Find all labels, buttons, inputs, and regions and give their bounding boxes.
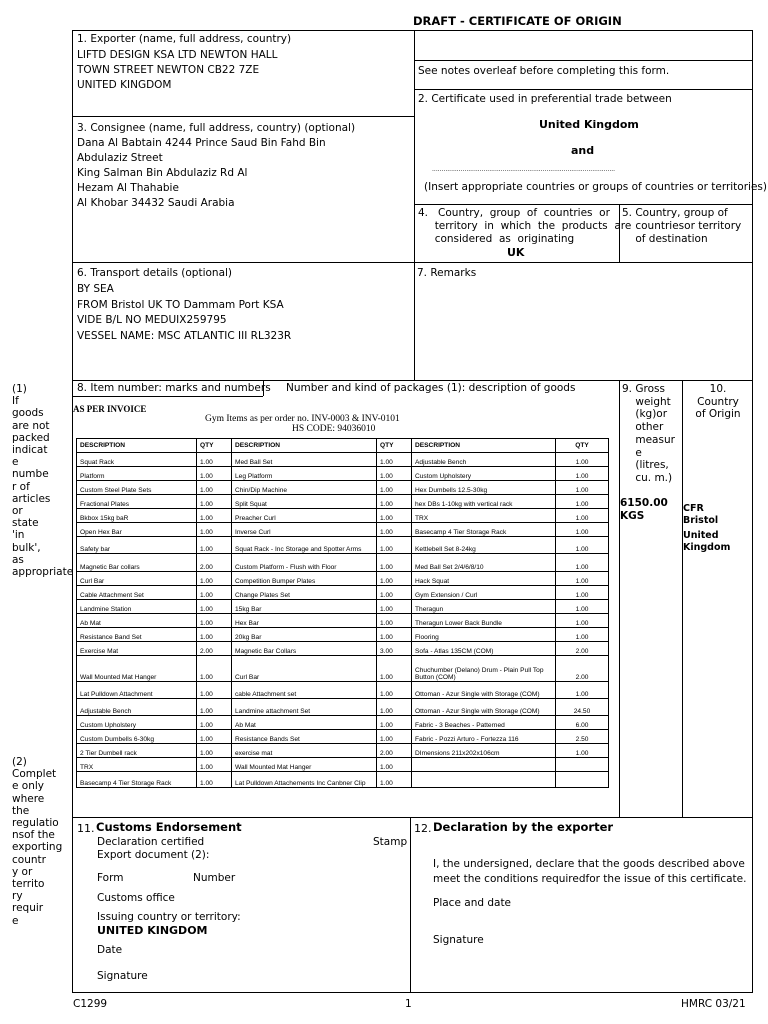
qty-cell: 1.00 (377, 572, 412, 586)
transport-details: BY SEA FROM Bristol UK TO Dammam Port KSA VIDE B/L NO MEDUIX259795 VESSEL NAME: MSC ATLANTIC III RL323R (77, 283, 292, 342)
qty-cell: 1.00 (377, 682, 412, 699)
description-cell: Chin/Dip Machine (232, 481, 377, 495)
description-cell: Platform (77, 467, 197, 481)
description-cell: Curl Bar (232, 656, 377, 682)
description-cell: Wall Mounted Mat Hanger (232, 758, 377, 772)
origin-country-value: UK (507, 246, 525, 259)
box11-number: 11. (77, 822, 95, 835)
col-header-description: DESCRIPTION (412, 439, 556, 453)
preferential-trade-label: 2. Certificate used in preferential trade between (418, 93, 672, 105)
description-cell: Bkbox 15kg baR (77, 509, 197, 523)
description-cell: Squat Rack (77, 453, 197, 467)
description-cell: Resistance Bands Set (232, 730, 377, 744)
description-cell: Custom Platform - Flush with Floor (232, 554, 377, 572)
qty-cell: 1.00 (197, 716, 232, 730)
issuing-country-value: UNITED KINGDOM (97, 924, 208, 937)
description-cell: Basecamp 4 Tier Storage Rack (77, 772, 197, 788)
col-header-qty: QTY (377, 439, 412, 453)
table-row (77, 600, 609, 614)
table-row (77, 758, 609, 772)
qty-cell: 1.00 (556, 586, 609, 600)
qty-cell: 1.00 (197, 600, 232, 614)
description-cell: Safety bar (77, 537, 197, 554)
qty-cell: 1.00 (197, 614, 232, 628)
form-code: C1299 (73, 998, 108, 1010)
table-row (77, 523, 609, 537)
table-row (77, 682, 609, 699)
page-title: DRAFT - CERTIFICATE OF ORIGIN (413, 14, 622, 28)
qty-cell: 1.00 (377, 586, 412, 600)
table-row (77, 572, 609, 586)
qty-cell: 2.00 (197, 642, 232, 656)
col-header-qty: QTY (556, 439, 609, 453)
form-label: Form (97, 872, 124, 884)
description-cell: Change Plates Set (232, 586, 377, 600)
qty-cell: 1.00 (556, 467, 609, 481)
description-cell: Lat Pulldown Attachment (77, 682, 197, 699)
qty-cell: 1.00 (197, 481, 232, 495)
qty-cell: 1.00 (556, 628, 609, 642)
qty-cell: 3.00 (377, 642, 412, 656)
qty-cell: 1.00 (556, 495, 609, 509)
qty-cell: 1.00 (556, 453, 609, 467)
table-row (77, 614, 609, 628)
table-row (77, 495, 609, 509)
qty-cell: 2.00 (556, 642, 609, 656)
trade-dots: ................................................................................................ (432, 166, 616, 173)
item-number-label: 8. Item number: marks and numbers (77, 382, 271, 394)
description-cell: Med Ball Set 2/4/6/8/10 (412, 554, 556, 572)
qty-cell: 1.00 (556, 523, 609, 537)
table-row (77, 467, 609, 481)
packages-label: Number and kind of packages (1): description of goods (286, 382, 576, 394)
cfr-bristol: CFR Bristol (683, 503, 719, 526)
table-row (77, 772, 609, 788)
qty-cell: 1.00 (377, 554, 412, 572)
qty-cell (556, 758, 609, 772)
table-row (77, 628, 609, 642)
stamp-label: Stamp (373, 836, 408, 848)
number-label: Number (193, 872, 236, 884)
origin-country-uk: United Kingdom (683, 530, 731, 553)
qty-cell: 1.00 (377, 600, 412, 614)
hmrc-version: HMRC 03/21 (681, 998, 746, 1010)
description-cell: TRX (77, 758, 197, 772)
description-cell: Theragun Lower Back Bundle (412, 614, 556, 628)
table-row (77, 453, 609, 467)
declaration-certified: Declaration certified (97, 836, 205, 848)
customs-office-label: Customs office (97, 892, 175, 904)
divider (414, 30, 415, 380)
qty-cell: 1.00 (377, 730, 412, 744)
qty-cell: 2.00 (377, 744, 412, 758)
description-cell: 2 Tier Dumbell rack (77, 744, 197, 758)
description-cell: Fabric - 3 Beaches - Patterned (412, 716, 556, 730)
description-cell: Basecamp 4 Tier Storage Rack (412, 523, 556, 537)
gross-weight-value: 6150.00 KGS (620, 497, 668, 522)
description-cell: Magnetic Bar Collars (232, 642, 377, 656)
description-cell: exercise mat (232, 744, 377, 758)
qty-cell: 1.00 (197, 628, 232, 642)
customs-signature-label: Signature (97, 970, 148, 982)
description-cell: Landmine Station (77, 600, 197, 614)
description-cell: Landmine attachment Set (232, 699, 377, 716)
description-cell: Curl Bar (77, 572, 197, 586)
exporter-address: LIFTD DESIGN KSA LTD NEWTON HALL TOWN STREET NEWTON CB22 7ZE UNITED KINGDOM (77, 49, 278, 91)
description-cell: 15kg Bar (232, 600, 377, 614)
declaration-exporter-title: Declaration by the exporter (433, 820, 614, 834)
destination-label: 5. Country, group of countriesor territory of destination (622, 207, 742, 245)
hs-code: HS CODE: 94036010 (292, 424, 376, 434)
qty-cell: 1.00 (197, 586, 232, 600)
qty-cell: 1.00 (556, 614, 609, 628)
exporter-signature-label: Signature (433, 934, 484, 946)
qty-cell: 1.00 (197, 730, 232, 744)
description-cell: Fabric - Pozzi Arturo - Fortezza 116 (412, 730, 556, 744)
divider (619, 380, 620, 817)
qty-cell: 1.00 (197, 495, 232, 509)
description-cell (412, 758, 556, 772)
qty-cell: 2.00 (197, 554, 232, 572)
qty-cell: 1.00 (377, 509, 412, 523)
qty-cell: 1.00 (556, 537, 609, 554)
divider (414, 60, 753, 61)
qty-cell: 1.00 (197, 772, 232, 788)
divider (72, 116, 414, 117)
qty-cell: 1.00 (197, 467, 232, 481)
qty-cell: 1.00 (377, 495, 412, 509)
qty-cell: 1.00 (377, 481, 412, 495)
description-cell: TRX (412, 509, 556, 523)
place-and-date-label: Place and date (433, 897, 512, 909)
description-cell: cable Attachment set (232, 682, 377, 699)
description-cell: Fractional Plates (77, 495, 197, 509)
exporter-label: 1. Exporter (name, full address, country) (77, 33, 292, 45)
transport-label: 6. Transport details (optional) (77, 267, 233, 279)
remarks-label: 7. Remarks (417, 267, 477, 279)
description-cell: Kettlebell Set 8-24kg (412, 537, 556, 554)
trade-and: and (571, 144, 595, 157)
description-cell: Hex Bar (232, 614, 377, 628)
description-cell: Wall Mounted Mat Hanger (77, 656, 197, 682)
trade-insert-note: (Insert appropriate countries or groups of countries or territories) (424, 181, 767, 193)
table-row (77, 716, 609, 730)
description-cell: Split Squat (232, 495, 377, 509)
description-cell: Flooring (412, 628, 556, 642)
table-row (77, 699, 609, 716)
description-cell: Theragun (412, 600, 556, 614)
qty-cell (556, 772, 609, 788)
date-label: Date (97, 944, 123, 956)
box12-number: 12. (414, 822, 432, 835)
divider (414, 204, 753, 205)
qty-cell: 1.00 (197, 656, 232, 682)
consignee-address: Dana Al Babtain 4244 Prince Saud Bin Fahd Bin Abdulaziz Street King Salman Bin Abdulaziz Rd Al Hezam Al Thahabie Al Khobar 34432 Saudi Arabia (77, 137, 326, 209)
page-number: 1 (405, 998, 412, 1010)
qty-cell: 6.00 (556, 716, 609, 730)
qty-cell: 1.00 (377, 453, 412, 467)
goods-table-body (77, 453, 609, 788)
qty-cell: 1.00 (197, 523, 232, 537)
description-cell: hex DBs 1-10kg with vertical rack (412, 495, 556, 509)
description-cell: Preacher Curl (232, 509, 377, 523)
qty-cell: 24.50 (556, 699, 609, 716)
table-row (77, 586, 609, 600)
description-cell: Resistance Band Set (77, 628, 197, 642)
description-cell (412, 772, 556, 788)
qty-cell: 1.00 (556, 481, 609, 495)
qty-cell: 1.00 (556, 509, 609, 523)
qty-cell: 1.00 (377, 467, 412, 481)
divider (72, 380, 753, 381)
description-cell: Inverse Curl (232, 523, 377, 537)
description-cell: Hex Dumbells 12.5-30kg (412, 481, 556, 495)
description-cell: Chuchumber (Delano) Drum - Plain Pull Top Button (COM) (412, 656, 556, 682)
as-per-invoice: AS PER INVOICE (73, 404, 147, 414)
description-cell: Sofa - Atlas 135CM (COM) (412, 642, 556, 656)
description-cell: Custom Steel Plate Sets (77, 481, 197, 495)
qty-cell: 1.00 (377, 716, 412, 730)
qty-cell: 1.00 (197, 682, 232, 699)
table-row (77, 509, 609, 523)
goods-header-row (77, 439, 609, 453)
qty-cell: 1.00 (197, 537, 232, 554)
notes-text: See notes overleaf before completing this form. (418, 65, 670, 77)
description-cell: Adjustable Bench (412, 453, 556, 467)
description-cell: Gym Extension / Curl (412, 586, 556, 600)
description-cell: Exercise Mat (77, 642, 197, 656)
description-cell: Custom Dumbells 6-30kg (77, 730, 197, 744)
description-cell: Ab Mat (77, 614, 197, 628)
qty-cell: 2.00 (556, 656, 609, 682)
qty-cell: 1.00 (556, 572, 609, 586)
description-cell: Leg Platform (232, 467, 377, 481)
description-cell: Magnetic Bar collars (77, 554, 197, 572)
country-of-origin-label: 10. Country of Origin (695, 383, 741, 421)
description-cell: Cable Attachment Set (77, 586, 197, 600)
qty-cell: 1.00 (377, 628, 412, 642)
description-cell: Squat Rack - Inc Storage and Spotter Arms (232, 537, 377, 554)
export-document-label: Export document (2): (97, 849, 210, 861)
goods-table (76, 438, 609, 788)
table-row (77, 744, 609, 758)
col-header-description: DESCRIPTION (77, 439, 197, 453)
table-row (77, 481, 609, 495)
gym-items-line: Gym Items as per order no. INV-0003 & INV-0101 (205, 414, 400, 424)
qty-cell: 1.00 (377, 523, 412, 537)
table-row (77, 642, 609, 656)
description-cell: Competition Bumper Plates (232, 572, 377, 586)
qty-cell: 1.00 (377, 537, 412, 554)
issuing-country-label: Issuing country or territory: (97, 911, 241, 923)
qty-cell: 1.00 (197, 572, 232, 586)
divider (72, 262, 753, 263)
qty-cell: 1.00 (377, 656, 412, 682)
description-cell: Ottoman - Azur Single with Storage (COM) (412, 682, 556, 699)
qty-cell: 1.00 (197, 758, 232, 772)
col-header-description: DESCRIPTION (232, 439, 377, 453)
description-cell: Custom Upholstery (77, 716, 197, 730)
qty-cell: 2.50 (556, 730, 609, 744)
qty-cell: 1.00 (556, 554, 609, 572)
qty-cell: 1.00 (556, 682, 609, 699)
qty-cell: 1.00 (197, 453, 232, 467)
qty-cell: 1.00 (377, 772, 412, 788)
divider (72, 817, 753, 818)
description-cell: Adjustable Bench (77, 699, 197, 716)
qty-cell: 1.00 (377, 758, 412, 772)
trade-country: United Kingdom (539, 118, 639, 131)
qty-cell: 1.00 (197, 509, 232, 523)
table-row (77, 656, 609, 682)
side-note-1: (1) If goods are not packed indicat e numbe r of articles or state 'in bulk', as appropriate (12, 383, 74, 579)
qty-cell: 1.00 (197, 744, 232, 758)
qty-cell: 1.00 (556, 600, 609, 614)
qty-cell: 1.00 (197, 699, 232, 716)
col-header-qty: QTY (197, 439, 232, 453)
divider (682, 380, 683, 817)
description-cell: Ottoman - Azur Single with Storage (COM) (412, 699, 556, 716)
description-cell: 20kg Bar (232, 628, 377, 642)
customs-endorsement-title: Customs Endorsement (96, 820, 242, 834)
origin-country-label: 4. Country, group of countries or territory in which the products are considered as originating (418, 207, 632, 245)
qty-cell: 1.00 (377, 699, 412, 716)
side-note-2: (2) Complet e only where the regulatio nsof the exporting countr y or territo ry requir e (12, 756, 63, 927)
qty-cell: 1.00 (556, 744, 609, 758)
description-cell: Open Hex Bar (77, 523, 197, 537)
qty-cell: 1.00 (377, 614, 412, 628)
description-cell: Lat Pulldown Attachements Inc Canbner Clip (232, 772, 377, 788)
divider (410, 817, 411, 993)
gross-weight-label: 9. Gross weight (kg)or other measur e (litres, cu. m.) (622, 383, 675, 484)
description-cell: Hack Squat (412, 572, 556, 586)
table-row (77, 537, 609, 554)
divider (414, 89, 753, 90)
declaration-text: I, the undersigned, declare that the goods described above meet the conditions requiredfor the issue of this certificate. (433, 858, 747, 885)
description-cell: Custom Upholstery (412, 467, 556, 481)
description-cell: DImensions 211x202x106cm (412, 744, 556, 758)
consignee-label: 3. Consignee (name, full address, country) (optional) (77, 122, 356, 134)
description-cell: Ab Mat (232, 716, 377, 730)
divider (72, 396, 263, 397)
description-cell: Med Ball Set (232, 453, 377, 467)
table-row (77, 730, 609, 744)
table-row (77, 554, 609, 572)
